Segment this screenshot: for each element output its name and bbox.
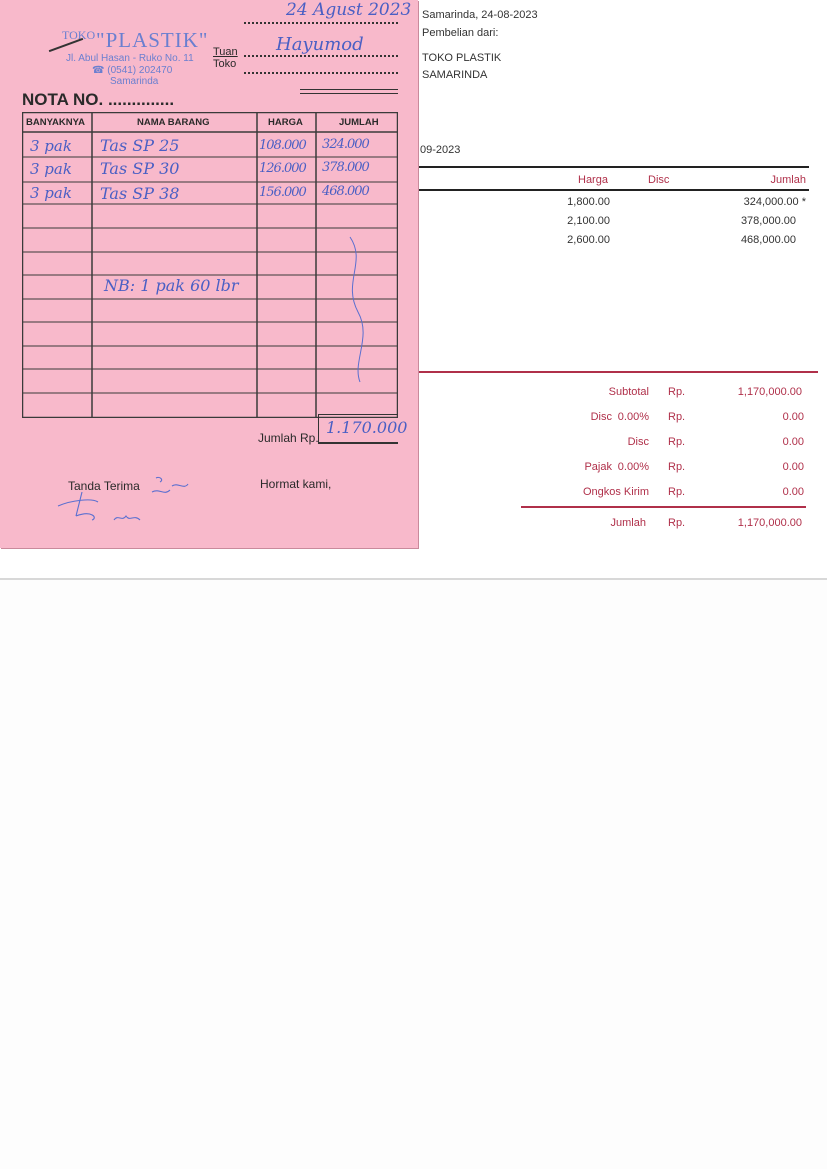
summary-ongkos-cur: Rp. bbox=[668, 486, 686, 498]
nota-row-3-name: Tas SP 38 bbox=[100, 184, 180, 203]
nota-rule-2 bbox=[300, 93, 398, 94]
nota-col-nama-barang: NAMA BARANG bbox=[137, 117, 210, 128]
nota-jumlah-rule-top bbox=[318, 414, 398, 415]
summary-subtotal-cur: Rp. bbox=[668, 386, 686, 398]
nota-note-handwritten: NB: 1 pak 60 lbr bbox=[104, 276, 239, 295]
summary-disc-pct: 0.00% bbox=[617, 411, 649, 423]
invoice-col-harga: Harga bbox=[578, 174, 608, 186]
invoice-line-3-jumlah: 468,000.00 bbox=[740, 234, 796, 246]
nota-phone: ☎ (0541) 202470 bbox=[92, 65, 173, 76]
invoice-header-top-rule bbox=[418, 166, 809, 168]
invoice-col-jumlah: Jumlah bbox=[770, 174, 806, 186]
summary-disc-value: 0.00 bbox=[782, 436, 804, 448]
nota-col-jumlah: JUMLAH bbox=[339, 117, 379, 128]
nota-signature bbox=[52, 470, 202, 530]
nota-row-3-price: 156.000 bbox=[259, 185, 306, 200]
nota-jumlah-rule-left bbox=[318, 414, 319, 442]
nota-logo-prefix: TOKO bbox=[62, 28, 96, 42]
summary-disc-pct-label: Disc bbox=[590, 411, 612, 423]
nota-table bbox=[22, 112, 398, 418]
invoice-place-date: Samarinda, 24-08-2023 bbox=[422, 9, 538, 21]
invoice-line-1-harga: 1,800.00 bbox=[567, 196, 610, 208]
summary-pajak-label: Pajak bbox=[584, 461, 612, 473]
nota-jumlah-label: Jumlah Rp. bbox=[258, 431, 319, 445]
nota-row-2-total: 378.000 bbox=[322, 160, 369, 175]
summary-disc-pct-value: 0.00 bbox=[782, 411, 804, 423]
invoice-date-fragment: 09-2023 bbox=[420, 144, 461, 156]
summary-ongkos-label: Ongkos Kirim bbox=[582, 486, 649, 498]
invoice-col-disc: Disc bbox=[648, 174, 670, 186]
nota-row-1-total: 324.000 bbox=[322, 137, 369, 152]
nota-table-lines bbox=[22, 112, 398, 418]
invoice-vendor-city: SAMARINDA bbox=[422, 69, 488, 81]
summary-subtotal-label: Subtotal bbox=[608, 386, 649, 398]
summary-pajak-pct: 0.00% bbox=[617, 461, 649, 473]
invoice-line-2-jumlah: 378,000.00 bbox=[740, 215, 796, 227]
nota-row-2-qty: 3 pak bbox=[30, 160, 72, 178]
nota-row-2-price: 126.000 bbox=[259, 161, 306, 176]
nota-row-2-name: Tas SP 30 bbox=[100, 159, 180, 178]
nota-jumlah-rule-bottom bbox=[318, 442, 398, 444]
nota-jumlah-handwritten: 1.170.000 bbox=[326, 418, 408, 437]
nota-hormat-kami: Hormat kami, bbox=[260, 477, 332, 491]
nota-tanda-terima: Tanda Terima bbox=[68, 479, 140, 493]
pen-scribble bbox=[350, 237, 363, 382]
summary-ongkos-value: 0.00 bbox=[782, 486, 804, 498]
invoice-from-label: Pembelian dari: bbox=[422, 27, 499, 39]
summary-disc-cur: Rp. bbox=[668, 436, 686, 448]
nota-address: Jl. Abul Hasan - Ruko No. 11 bbox=[66, 53, 194, 64]
nota-toko-dots bbox=[244, 72, 398, 74]
nota-tuan-label: Tuan bbox=[213, 46, 238, 58]
nota-row-1-name: Tas SP 25 bbox=[100, 136, 180, 155]
nota-city: Samarinda bbox=[110, 76, 159, 87]
summary-disc-pct-cur: Rp. bbox=[668, 411, 686, 423]
nota-receipt bbox=[0, 0, 418, 548]
nota-row-1-price: 108.000 bbox=[259, 138, 306, 153]
invoice-vendor-name: TOKO PLASTIK bbox=[422, 52, 502, 64]
nota-number-label: NOTA NO. .............. bbox=[22, 90, 175, 109]
nota-col-banyaknya: BANYAKNYA bbox=[26, 117, 85, 128]
nota-tuan-dots bbox=[244, 55, 398, 57]
scan-edge-line bbox=[0, 578, 827, 580]
invoice-total-value: 1,170,000.00 bbox=[737, 517, 802, 529]
invoice-summary-rule bbox=[418, 371, 818, 373]
summary-pajak-value: 0.00 bbox=[782, 461, 804, 473]
summary-disc-label: Disc bbox=[627, 436, 649, 448]
nota-date-handwritten: 24 Agust 2023 bbox=[286, 0, 412, 20]
nota-row-1-qty: 3 pak bbox=[30, 137, 72, 155]
invoice-line-1-jumlah: 324,000.00 * bbox=[743, 196, 806, 208]
summary-subtotal-value: 1,170,000.00 bbox=[737, 386, 802, 398]
nota-row-3-qty: 3 pak bbox=[30, 184, 72, 202]
summary-pajak-cur: Rp. bbox=[668, 461, 686, 473]
nota-customer-handwritten: Hayumod bbox=[276, 34, 364, 55]
invoice-total-label: Jumlah bbox=[610, 517, 646, 529]
nota-toko-label: Toko bbox=[213, 58, 237, 70]
invoice-line-2-harga: 2,100.00 bbox=[567, 215, 610, 227]
nota-row-3-total: 468.000 bbox=[322, 184, 369, 199]
nota-col-harga: HARGA bbox=[268, 117, 303, 128]
nota-logo-name: "PLASTIK" bbox=[96, 28, 209, 52]
nota-rule-1 bbox=[300, 89, 398, 90]
invoice-total-cur: Rp. bbox=[668, 517, 686, 529]
invoice-line-3-harga: 2,600.00 bbox=[567, 234, 610, 246]
nota-date-dots bbox=[244, 22, 398, 24]
invoice-total-rule bbox=[521, 506, 806, 508]
invoice-header-bottom-rule bbox=[418, 189, 809, 191]
